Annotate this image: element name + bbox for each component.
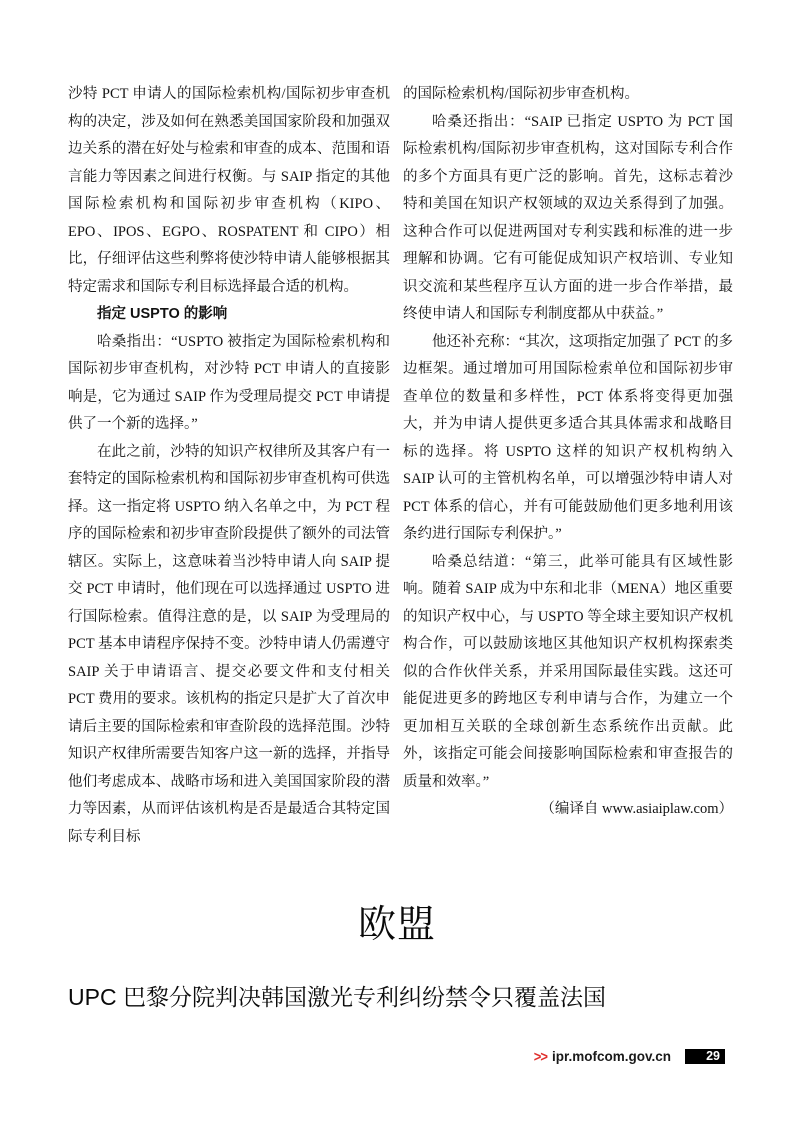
paragraph: 的国际检索机构/国际初步审查机构。: [403, 86, 640, 102]
paragraph: 在此之前，沙特的知识产权律所及其客户有一套特定的国际检索机构和国际初步审查机构可供选择。这一指定将 USPTO 纳入名单之中，为 PCT 程序的国际检索和初步审查阶段提供了额外的司法管辖区。实际上，这意味着当沙特申请人向 SAIP 提交 PCT 申请时，他们现在可以选择通过 USPTO 进行国际检索。值得注意的是，以 SAIP 为受理局的 PCT 基本申请程序保持不变。沙特申请人仍需遵守 SAIP 关于申请语言、提交必要文件和支付相关 PCT 费用的要求。该机构的指定只是扩大了首次申请后主要的国际检索和审查阶段的选择范围。沙特知识产权律所需要告知客户这一新的选择，并指导他们考虑成本、战略市场和进入美国国家阶段的潜力等因素，从而评估该机构是否是最适合其特定国际专利目标: [68, 443, 390, 845]
sub-heading: 指定 USPTO 的影响: [97, 306, 228, 322]
double-chevron-icon: >>: [533, 1047, 547, 1065]
article-title: UPC 巴黎分院判决韩国激光专利纠纷禁令只覆盖法国: [68, 984, 606, 1010]
page-footer: [534, 1047, 725, 1065]
paragraph: 哈桑指出：“USPTO 被指定为国际检索机构和国际初步审查机构，对沙特 PCT 申请人的直接影响是，它为通过 SAIP 作为受理局提交 PCT 申请提供了一个新的选择。”: [68, 333, 390, 432]
paragraph: 他还补充称：“其次，这项指定加强了 PCT 的多边框架。通过增加可用国际检索单位和国际初步审查单位的数量和多样性，PCT 体系将变得更加强大，并为申请人提供更多适合其具体需求和战略目标的选择。将 USPTO 这样的知识产权机构纳入 SAIP 认可的主管机构名单，可以增强沙特申请人对 PCT 体系的信心，并有可能鼓励他们更多地利用该条约进行国际专利保护。”: [403, 333, 734, 542]
paragraph: 哈桑还指出：“SAIP 已指定 USPTO 为 PCT 国际检索机构/国际初步审查机构，这对国际专利合作的多个方面具有更广泛的影响。首先，这标志着沙特和美国在知识产权领域的双边关系得到了加强。这种合作可以促进两国对专利实践和标准的进一步理解和协调。它有可能促成知识产权培训、专业知识交流和某些程序互认方面的进一步合作举措，最终使申请人和国际专利制度都从中获益。”: [403, 113, 733, 322]
attribution-line: （编译自 www.asiaiplaw.com）: [540, 801, 733, 817]
article-body: [68, 81, 733, 851]
section-title: 欧盟: [357, 904, 436, 946]
footer-site-url: ipr.mofcom.gov.cn: [551, 1048, 671, 1064]
right-column: [403, 81, 733, 851]
paragraph: 哈桑总结道：“第三，此举可能具有区域性影响。随着 SAIP 成为中东和北非（MENA）地区重要的知识产权中心，与 USPTO 等全球主要知识产权机构合作，可以鼓励该地区其他知识产权机构探索类似的合作伙伴关系，并采用国际最佳实践。这还可能促进更多的跨地区专利申请与合作，为建立一个更加相互关联的全球创新生态系统作出贡献。此外，该指定可能会间接影响国际检索和审查报告的质量和效率。”: [403, 553, 733, 790]
paragraph: 沙特 PCT 申请人的国际检索机构/国际初步审查机构的决定，涉及如何在熟悉美国国家阶段和加强双边关系的潜在好处与检索和审查的成本、范围和语言能力等因素之间进行权衡。与 SAIP 指定的其他国际检索机构和国际初步审查机构（KIPO、EPO、IPOS、EGPO、ROSPATENT 和 CIPO）相比，仔细评估这些利弊将使沙特申请人能够根据其特定需求和国际专利目标选择最合适的机构。: [68, 86, 390, 295]
page-number-badge: 29: [685, 1049, 725, 1064]
left-column: [68, 81, 390, 851]
